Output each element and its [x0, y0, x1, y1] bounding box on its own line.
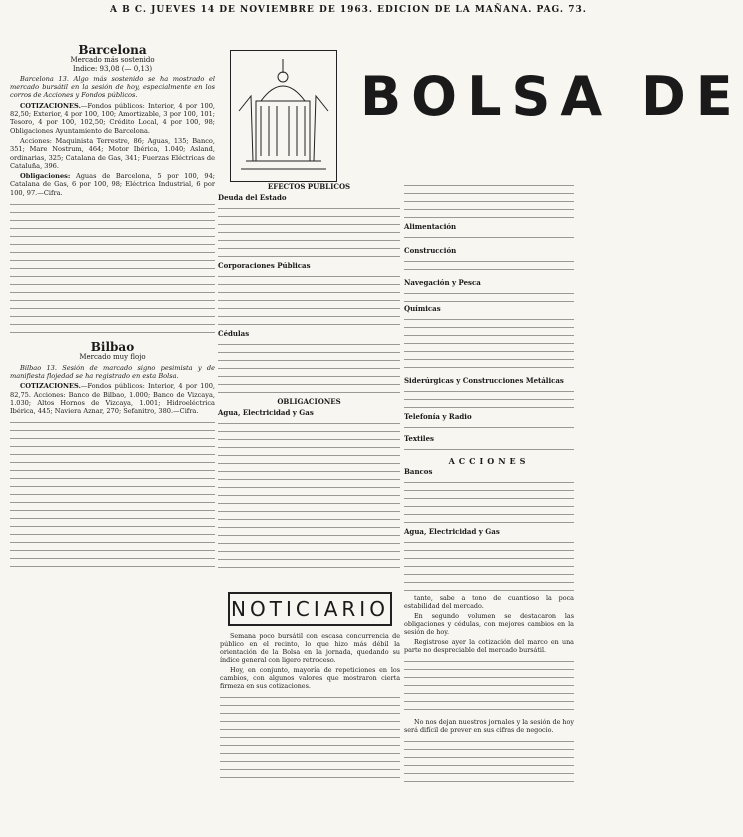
page-header: A B C. JUEVES 14 DE NOVIEMBRE DE 1963. EDICION DE LA MAÑANA. PAG. 73.: [110, 5, 587, 15]
agua-gas-heading: Agua, Electricidad y Gas: [404, 527, 500, 536]
navegacion-heading: Navegación y Pesca: [404, 278, 481, 287]
telefonia-rows: [404, 422, 574, 432]
noticiario-body: [220, 630, 400, 782]
bilbao-cotizaciones: COTIZACIONES.—Fondos públicos: Interior, 4 por 100, 82,75. Acciones: Banco de Bilbao, 1.000; Banco de Vizcaya, 1.030; Altos Hornos de Vizcaya, 1.001; Hidroeléctrica Ibérica, 445; Naviera Aznar, 270; Sefanitro, 380.—Cifra.: [10, 382, 215, 416]
obligaciones-heading: OBLIGACIONES: [277, 397, 341, 406]
right-tables: [404, 180, 574, 597]
construccion-rows: [404, 256, 574, 276]
cedulas-rows: [218, 339, 400, 395]
noticiario-right-lines: [404, 656, 574, 716]
barcelona-obligaciones: Obligaciones: Aguas de Barcelona, 5 por 100, 94; Catalana de Gas, 6 por 100, 98; Eléctrica Industrial, 6 por 100, 97.—Cifra.: [10, 172, 215, 197]
textiles-heading: Textiles: [404, 434, 434, 443]
left-column: [10, 43, 215, 567]
bilbao-text-lines: [10, 417, 215, 567]
bancos-heading: Bancos: [404, 467, 433, 476]
acciones-heading: ACCIONES: [448, 456, 530, 466]
telefonia-heading: Telefonía y Radio: [404, 412, 472, 421]
corporaciones-heading: Corporaciones Públicas: [218, 261, 311, 270]
agua-gas-rows: [404, 537, 574, 597]
construccion-heading: Construcción: [404, 246, 457, 255]
bilbao-intro: Bilbao 13. Sesión de marcado signo pesimista y de manifiesta flojedad se ha registrado en esta Bolsa.: [10, 363, 215, 380]
siderurgicas-rows: [404, 386, 574, 410]
deuda-heading: Deuda del Estado: [218, 193, 287, 202]
noticiario-right-body: [404, 592, 574, 786]
top-rows: [404, 180, 574, 220]
obligaciones-rows: [218, 418, 400, 568]
barcelona-cotizaciones: COTIZACIONES.—Fondos públicos: Interior, 4 por 100, 82,50; Exterior, 4 por 100, 100; Amortizable, 3 por 100, 101; Tesoro, 4 por 100, 102,50; Crédito Local, 4 por 100, 98; Obligaciones Ayuntamiento de Barcelona.: [10, 101, 215, 135]
barcelona-text-lines: [10, 199, 215, 339]
noticiario-text-lines: [220, 692, 400, 782]
bilbao-heading: Bilbao: [90, 340, 135, 355]
textiles-rows: [404, 444, 574, 454]
corporaciones-rows: [218, 271, 400, 327]
barcelona-heading: Barcelona: [78, 43, 147, 57]
barcelona-subheading: Mercado más sostenido: [70, 56, 155, 65]
noticiario-paragraph: En segundo volumen se destacaron las obligaciones y cédulas, con mejores cambios en la sesión de hoy.: [404, 612, 574, 636]
noticiario-paragraph: No nos dejan nuestros jornales y la sesión de hoy será difícil de prever en sus cifras de negocio.: [404, 718, 574, 734]
cedulas-heading: Cédulas: [218, 329, 250, 338]
noticiario-title: NOTICIARIO: [228, 592, 392, 626]
barcelona-intro: Barcelona 13. Algo más sostenido se ha mostrado el mercado bursátil en la sesión de hoy, especialmente en los corros de Acciones y Fondos públicos.: [10, 74, 215, 100]
noticiario-paragraph: tante, sabe a tono de cuantioso la poca estabilidad del mercado.: [404, 594, 574, 610]
noticiario-right-lines-2: [404, 736, 574, 786]
deuda-rows: [218, 203, 400, 259]
siderurgicas-heading: Siderúrgicas y Construcciones Metálicas: [404, 376, 564, 385]
quimicas-rows: [404, 314, 574, 374]
navegacion-rows: [404, 288, 574, 302]
bilbao-subheading: Mercado muy flojo: [79, 353, 146, 362]
alimentacion-heading: Alimentación: [404, 222, 457, 231]
noticiario-paragraph: Registrose ayer la cotización del marco en una parte no despreciable del mercado bursátil.: [404, 638, 574, 654]
noticiario-paragraph: Semana poco bursátil con escasa concurrencia de público en el recinto, lo que hizo más débil la orientación de la Bolsa en la jornada, quedando su índice general con ligero retroceso.: [220, 632, 400, 664]
barcelona-index: Indice: 93,08 (— 0,13): [72, 64, 153, 73]
bancos-rows: [404, 477, 574, 525]
efectos-publicos-table: [218, 180, 400, 568]
bolsa-title: BOLSA DE: [360, 65, 743, 128]
barcelona-acciones: Acciones: Maquinista Terrestre, 86; Aguas, 135; Banco, 351; Mare Nostrum, 464; Motor Ibérica, 1.040; Asland, ordinarias, 325; Catalana de Gas, 341; Fuerzas Eléctricas de Cataluña, 396.: [10, 136, 215, 170]
bolsa-building-illustration: [230, 50, 337, 182]
efectos-heading: EFECTOS PUBLICOS: [267, 182, 351, 191]
alimentacion-rows: [404, 232, 574, 244]
quimicas-heading: Químicas: [404, 304, 441, 313]
noticiario-paragraph: Hoy, en conjunto, mayoría de repeticiones en los cambios, con algunos valores que mostraron cierta firmeza en sus cotizaciones.: [220, 666, 400, 690]
agua-heading: Agua, Electricidad y Gas: [218, 408, 314, 417]
